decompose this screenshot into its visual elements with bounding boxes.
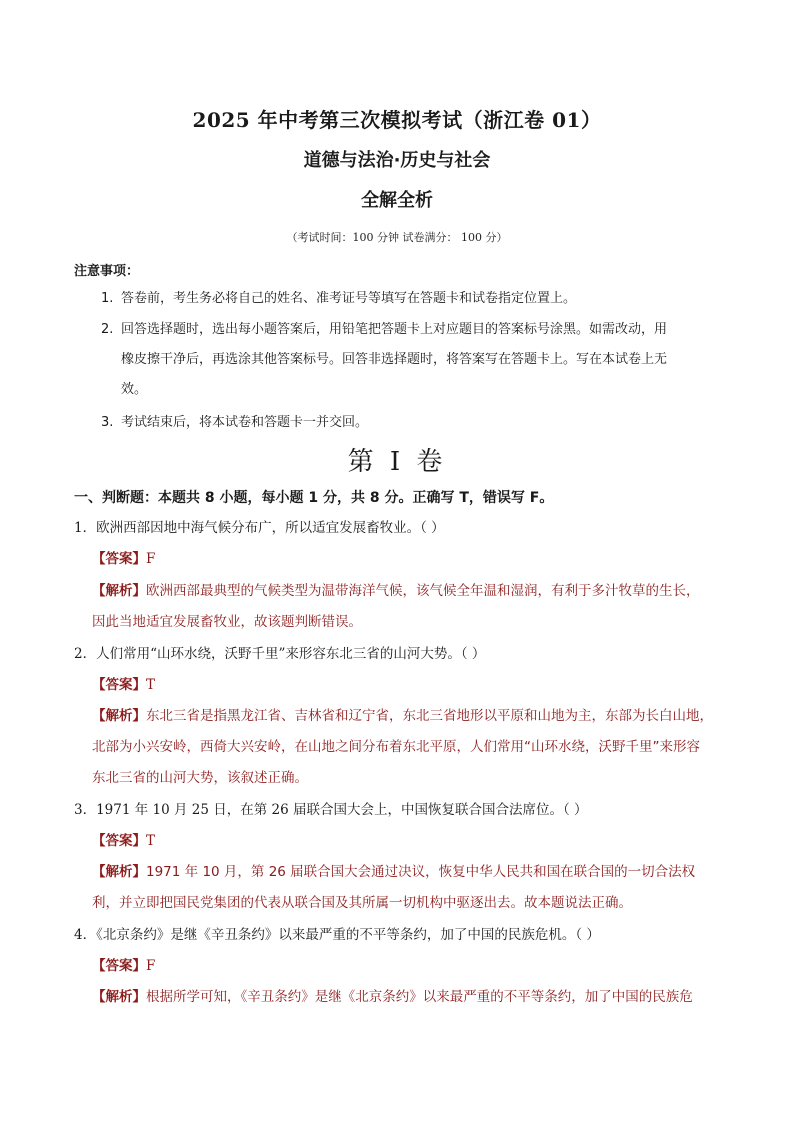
notice-item [101,315,741,405]
analysis-text: 欧洲西部最典型的气候类型为温带海洋气候，该气候全年温和湿润，有利于多汁牧草的生长， [146,583,700,599]
analysis-text: 因此当地适宜发展畜牧业，故该题判断错误。 [92,614,362,630]
notice-item [101,408,741,438]
question-2: 2．人们常用“山环水绕，沃野千里”来形容东北三省的山河大势。（ ） [74,646,486,662]
analysis-tag: 【解析】 [92,583,146,599]
volume-heading: 第 I 卷 [347,447,447,477]
answer-value: F [146,551,156,567]
answer-value: T [146,677,156,693]
notice-text: 考试结束后，将本试卷和答题卡一并交回。 [121,415,369,430]
answer-1 [92,544,732,575]
question-4: 4．《北京条约》是继《辛丑条约》以来最严重的不平等条约，加了中国的民族危机。（ ） [74,927,600,943]
section-heading: 一、判断题：本题共 8 小题，每小题 1 分，共 8 分。正确写 T，错误写 F。 [74,490,554,506]
analysis-2 [92,701,732,794]
exam-title: 2025 年中考第三次模拟考试（浙江卷 01） [192,108,602,132]
answer-tag: 【答案】 [92,677,146,693]
notice-item [101,284,741,314]
exam-info: （考试时间：100 分钟 试卷满分： 100 分） [286,231,508,244]
answer-tag: 【答案】 [92,833,146,849]
answer-value: F [146,958,156,974]
analysis-tag: 【解析】 [92,864,146,880]
analysis-text: 利，并立即把国民党集团的代表从联合国及其所属一切机构中驱逐出去。故本题说法正确。 [92,895,632,911]
answer-2 [92,670,732,701]
analysis-1 [92,576,732,638]
notice-text-cont: 橡皮擦干净后，再选涂其他答案标号。回答非选择题时，将答案写在答题卡上。写在本试卷上无 [121,352,668,367]
analysis-text: 东北三省是指黑龙江省、吉林省和辽宁省，东北三省地形以平原和山地为主，东部为长白山地， [146,708,713,724]
exam-subject: 道德与法治·历史与社会 [303,150,491,171]
question-1: 1．欧洲西部因地中海气候分布广，所以适宜发展畜牧业。（ ） [74,520,445,536]
analysis-text: 北部为小兴安岭，西倚大兴安岭，在山地之间分布着东北平原，人们常用“山环水绕，沃野千里”来形容 [92,739,700,755]
analysis-4 [92,982,732,1013]
analysis-text: 根据所学可知，《辛丑条约》是继《北京条约》以来最严重的不平等条约，加了中国的民族危 [146,989,693,1005]
analysis-text: 1971 年 10 月，第 26 届联合国大会通过决议，恢复中华人民共和国在联合国的一切合法权 [146,864,696,880]
notice-number: 1. [101,291,114,306]
notice-text: 回答选择题时，选出每小题答案后，用铅笔把答题卡上对应题目的答案标号涂黑。如需改动，用 [121,322,668,337]
notice-text-cont: 效。 [121,382,148,397]
analysis-tag: 【解析】 [92,989,146,1005]
notice-text: 答卷前，考生务必将自己的姓名、准考证号等填写在答题卡和试卷指定位置上。 [121,291,577,306]
analysis-tag: 【解析】 [92,708,146,724]
notice-heading: 注意事项： [74,264,140,279]
notice-number: 3. [101,415,114,430]
question-3: 3．1971 年 10 月 25 日，在第 26 届联合国大会上，中国恢复联合国合法席位。（ ） [74,802,588,818]
analysis-3 [92,857,732,919]
answer-value: T [146,833,156,849]
answer-tag: 【答案】 [92,958,146,974]
answer-tag: 【答案】 [92,551,146,567]
answer-3 [92,826,732,857]
answer-4 [92,951,732,982]
exam-subtitle: 全解全析 [361,190,433,211]
notice-number: 2. [101,322,114,337]
analysis-text: 东北三省的山河大势，该叙述正确。 [92,770,308,786]
